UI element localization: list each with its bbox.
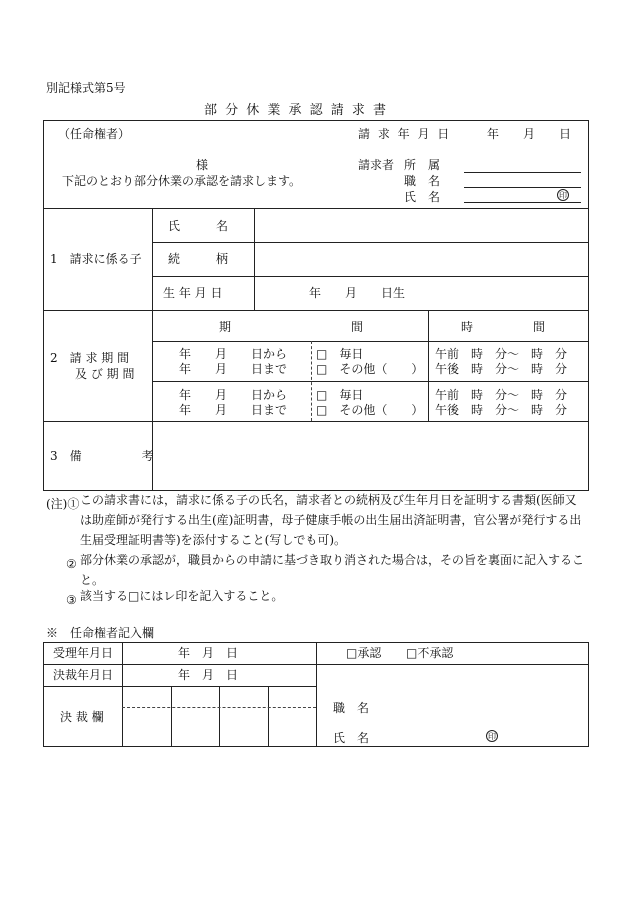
- other-checkbox[interactable]: □ その他（ ）: [316, 362, 424, 376]
- received-date-label: 受理年月日: [53, 646, 114, 660]
- divider: [316, 642, 317, 747]
- divider: [43, 686, 316, 687]
- form-number: 別記様式第5号: [46, 81, 126, 95]
- section1-label: 1 請求に係る子: [50, 252, 142, 266]
- divider: [152, 242, 589, 243]
- seal-icon: 印: [559, 191, 567, 200]
- am-time[interactable]: 午前 時 分〜 時 分: [435, 347, 568, 361]
- divider: [171, 686, 172, 747]
- period-to[interactable]: 年 月 日まで: [179, 403, 288, 417]
- approve-checkbox[interactable]: □承認: [346, 646, 382, 660]
- divider: [43, 310, 589, 311]
- child-name-label: 氏 名: [168, 219, 229, 233]
- decided-date-label: 決裁年月日: [53, 668, 114, 682]
- seal-icon: 印: [488, 732, 496, 741]
- divider: [122, 642, 123, 747]
- requester-label: 請求者: [358, 158, 395, 172]
- child-birth-label: 生 年 月 日: [163, 286, 223, 300]
- divider: [268, 686, 269, 747]
- period-from[interactable]: 年 月 日から: [179, 347, 288, 361]
- section3-label: 3 備 考: [50, 449, 154, 463]
- note1-prefix: (注)①: [46, 497, 80, 511]
- approval-column-label: 決 裁 欄: [60, 710, 104, 724]
- note2-text: 部分休業の承認が，職員からの申請に基づき取り消された場合は，その旨を裏面に記入すること。: [80, 553, 585, 587]
- divider: [152, 310, 153, 421]
- note2-prefix: ②: [66, 557, 77, 571]
- name-label: 氏 名: [404, 190, 441, 204]
- affiliation-label: 所 属: [404, 158, 441, 172]
- child-relation-label: 続 柄: [168, 252, 229, 266]
- approver-name-label: 氏 名: [333, 731, 370, 745]
- disapprove-checkbox[interactable]: □不承認: [406, 646, 454, 660]
- daily-checkbox[interactable]: □ 毎日: [316, 347, 364, 361]
- daily-checkbox[interactable]: □ 毎日: [316, 388, 364, 402]
- divider: [428, 310, 429, 421]
- divider: [254, 208, 255, 311]
- request-date-label: 請 求 年 月 日: [358, 127, 452, 141]
- divider: [152, 381, 589, 382]
- request-statement: 下記のとおり部分休業の承認を請求します。: [62, 174, 302, 188]
- decided-date-value[interactable]: 年 月 日: [178, 668, 239, 682]
- pm-time[interactable]: 午後 時 分〜 時 分: [435, 362, 568, 376]
- period-to[interactable]: 年 月 日まで: [179, 362, 288, 376]
- position-label: 職 名: [404, 174, 441, 188]
- dashed-divider: [122, 707, 316, 708]
- divider: [152, 276, 589, 277]
- affiliation-field[interactable]: [464, 172, 581, 173]
- note1-text: この請求書には，請求に係る子の氏名，請求者との続柄及び生年月日を証明する書類(医師又は助産師が発行する出生(産)証明書，母子健康手帳の出生届出済証明書，官公署が発行する出生届受理証明書等)を添付すること(写しでも可)。: [80, 493, 582, 547]
- divider: [152, 208, 153, 311]
- dashed-divider: [311, 341, 312, 421]
- time-header: 時 間: [461, 320, 546, 334]
- sama-label: 様: [196, 158, 209, 172]
- approver-position-label: 職 名: [333, 701, 370, 715]
- note3-prefix: ③: [66, 593, 77, 607]
- request-date-value[interactable]: 年 月 日: [487, 127, 572, 141]
- name-field[interactable]: [464, 202, 581, 203]
- divider: [219, 686, 220, 747]
- pm-time[interactable]: 午後 時 分〜 時 分: [435, 403, 568, 417]
- note3-text: 該当する□にはレ印を記入すること。: [80, 589, 284, 603]
- appointer-section-heading: ※ 任命権者記入欄: [46, 626, 155, 640]
- remarks-field[interactable]: [153, 422, 588, 490]
- period-from[interactable]: 年 月 日から: [179, 388, 288, 402]
- section2-label-1: 2 請 求 期 間: [50, 351, 130, 365]
- received-date-value[interactable]: 年 月 日: [178, 646, 239, 660]
- appointer-label: （任命権者）: [58, 127, 131, 141]
- section2-label-2: 及 び 期 間: [75, 367, 135, 381]
- other-checkbox[interactable]: □ その他（ ）: [316, 403, 424, 417]
- position-field[interactable]: [464, 187, 581, 188]
- period-header: 期 間: [219, 320, 364, 334]
- page-title: 部 分 休 業 承 認 請 求 書: [204, 103, 389, 118]
- divider: [152, 341, 589, 342]
- divider: [43, 208, 589, 209]
- child-birth-value[interactable]: 年 月 日生: [309, 286, 406, 300]
- am-time[interactable]: 午前 時 分〜 時 分: [435, 388, 568, 402]
